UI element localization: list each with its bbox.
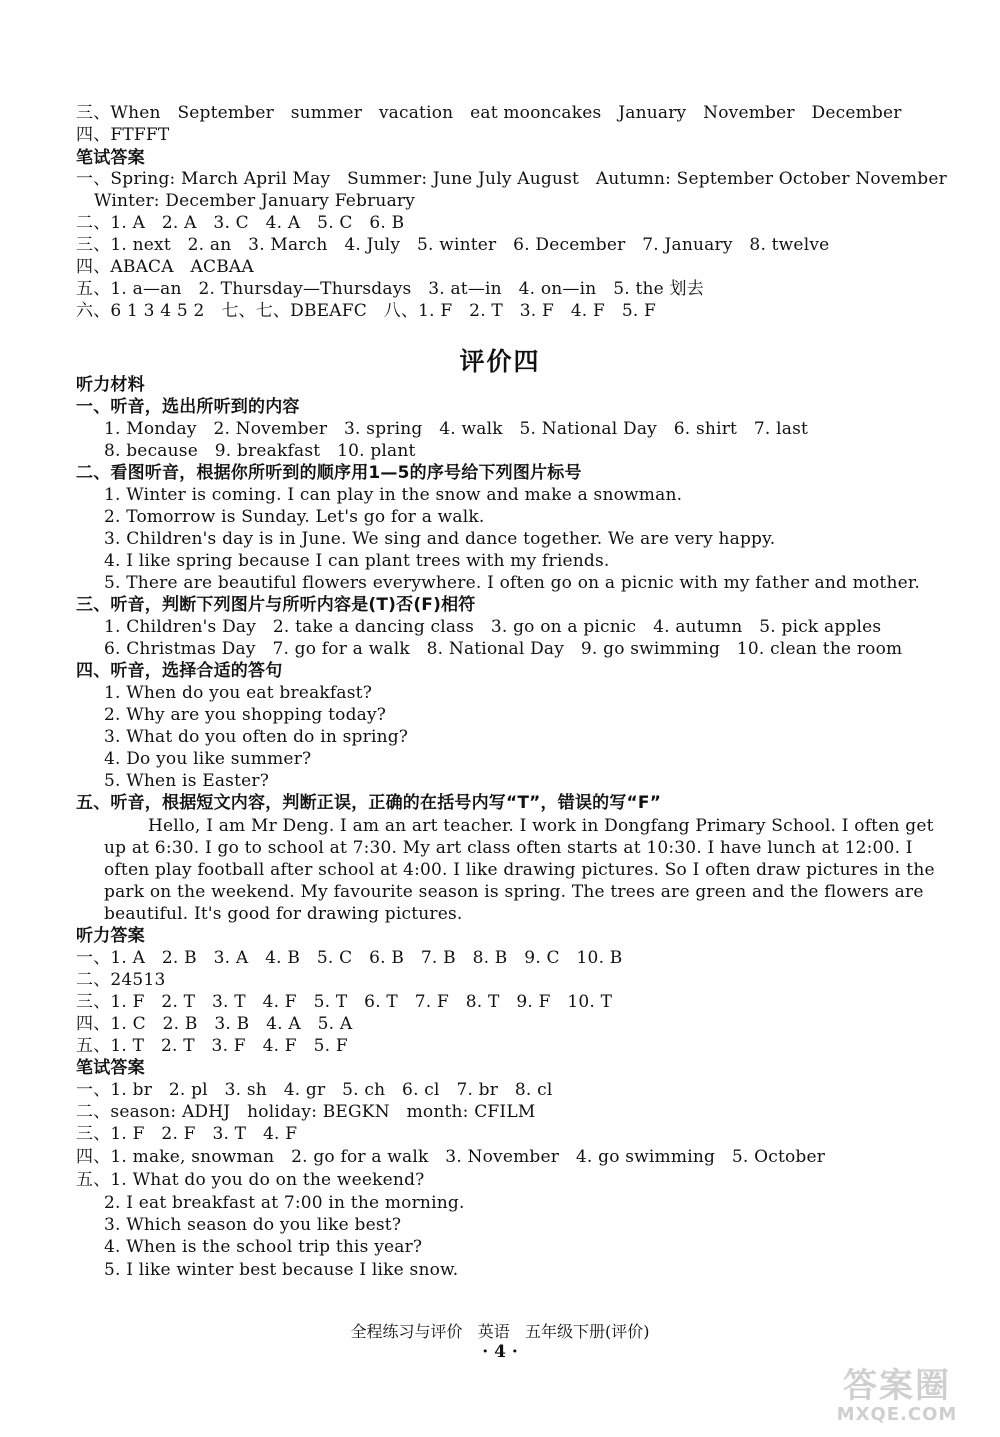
text-line: 5. There are beautiful flowers everywhere. I often go on a picnic with my father and mother. <box>104 573 920 593</box>
text-line: 四、ABACA ACBAA <box>76 257 254 277</box>
text-line: 2. Why are you shopping today? <box>104 705 387 725</box>
text-line: 二、season: ADHJ holiday: BEGKN month: CFILM <box>76 1102 536 1122</box>
section-heading: 听力答案 <box>76 926 145 946</box>
text-line: 1. Children's Day 2. take a dancing class 3. go on a picnic 4. autumn 5. pick apples <box>104 617 882 637</box>
text-line: 三、1. F 2. T 3. T 4. F 5. T 6. T 7. F 8. T 9. F 10. T <box>76 992 613 1012</box>
watermark-bottom: MXQE.COM <box>836 1404 958 1425</box>
page-number: · 4 · <box>482 1342 518 1362</box>
text-line: 5. I like winter best because I like snow. <box>104 1260 459 1280</box>
section-heading: 听力材料 <box>76 375 145 395</box>
text-line: 2. Tomorrow is Sunday. Let's go for a walk. <box>104 507 485 527</box>
text-line: Winter: December January February <box>94 191 416 211</box>
watermark-logo <box>812 1368 982 1432</box>
question-heading: 四、听音，选择合适的答句 <box>76 661 283 681</box>
text-line: 一、1. br 2. pl 3. sh 4. gr 5. ch 6. cl 7. br 8. cl <box>76 1080 553 1100</box>
text-line: 4. When is the school trip this year? <box>104 1237 423 1257</box>
text-line: 6. Christmas Day 7. go for a walk 8. National Day 9. go swimming 10. clean the room <box>104 639 903 659</box>
text-line: 1. Monday 2. November 3. spring 4. walk 5. National Day 6. shirt 7. last <box>104 419 809 439</box>
passage-line: up at 6:30. I go to school at 7:30. My art class often starts at 10:30. I have lunch at 12:00. I <box>104 838 913 858</box>
text-line: 1. Winter is coming. I can play in the snow and make a snowman. <box>104 485 683 505</box>
question-heading: 三、听音，判断下列图片与所听内容是(T)否(F)相符 <box>76 595 476 615</box>
text-line: 四、1. C 2. B 3. B 4. A 5. A <box>76 1014 353 1034</box>
text-line: 五、1. T 2. T 3. F 4. F 5. F <box>76 1036 348 1056</box>
text-line: 四、FTFFT <box>76 125 170 145</box>
text-line: 5. When is Easter? <box>104 771 270 791</box>
section-heading: 笔试答案 <box>76 1058 145 1078</box>
question-heading: 一、听音，选出所听到的内容 <box>76 397 300 417</box>
text-line: 三、1. F 2. F 3. T 4. F <box>76 1124 298 1144</box>
text-line: 三、1. next 2. an 3. March 4. July 5. winter 6. December 7. January 8. twelve <box>76 235 830 255</box>
text-line: 三、When September summer vacation eat mooncakes January November December <box>76 103 902 123</box>
text-line: 六、6 1 3 4 5 2 七、七、DBEAFC 八、1. F 2. T 3. F 4. F 5. F <box>76 301 657 321</box>
text-line: 8. because 9. breakfast 10. plant <box>104 441 416 461</box>
text-line: 3. Children's day is in June. We sing and dance together. We are very happy. <box>104 529 776 549</box>
text-line: 4. I like spring because I can plant trees with my friends. <box>104 551 610 571</box>
page-footer: 全程练习与评价 英语 五年级下册(评价) <box>350 1322 650 1341</box>
text-line: 五、1. a—an 2. Thursday—Thursdays 3. at—in 4. on—in 5. the 划去 <box>76 279 704 299</box>
question-heading: 五、听音，根据短文内容，判断正误，正确的在括号内写“T”，错误的写“F” <box>76 793 662 813</box>
question-heading: 二、看图听音，根据你所听到的顺序用1—5的序号给下列图片标号 <box>76 463 582 483</box>
section-heading: 笔试答案 <box>76 148 145 168</box>
text-line: 二、24513 <box>76 970 166 990</box>
text-line: 二、1. A 2. A 3. C 4. A 5. C 6. B <box>76 213 405 233</box>
text-line: 1. When do you eat breakfast? <box>104 683 373 703</box>
passage-line: park on the weekend. My favourite season is spring. The trees are green and the flowers are <box>104 882 924 902</box>
text-line: 五、1. What do you do on the weekend? <box>76 1170 425 1190</box>
text-line: 4. Do you like summer? <box>104 749 312 769</box>
passage-line: beautiful. It's good for drawing pictures. <box>104 904 463 924</box>
text-line: 一、Spring: March April May Summer: June July August Autumn: September October November <box>76 169 947 189</box>
text-line: 3. Which season do you like best? <box>104 1215 402 1235</box>
passage-line: often play football after school at 4:00. I like drawing pictures. So I often draw pictures in the <box>104 860 935 880</box>
text-line: 3. What do you often do in spring? <box>104 727 409 747</box>
text-line: 四、1. make, snowman 2. go for a walk 3. November 4. go swimming 5. October <box>76 1147 826 1167</box>
passage-line: Hello, I am Mr Deng. I am an art teacher. I work in Dongfang Primary School. I often get <box>148 816 934 836</box>
section-title: 评价四 <box>459 347 541 376</box>
text-line: 一、1. A 2. B 3. A 4. B 5. C 6. B 7. B 8. B 9. C 10. B <box>76 948 623 968</box>
watermark-top: 答案圈 <box>843 1366 951 1406</box>
text-line: 2. I eat breakfast at 7:00 in the morning. <box>104 1193 465 1213</box>
